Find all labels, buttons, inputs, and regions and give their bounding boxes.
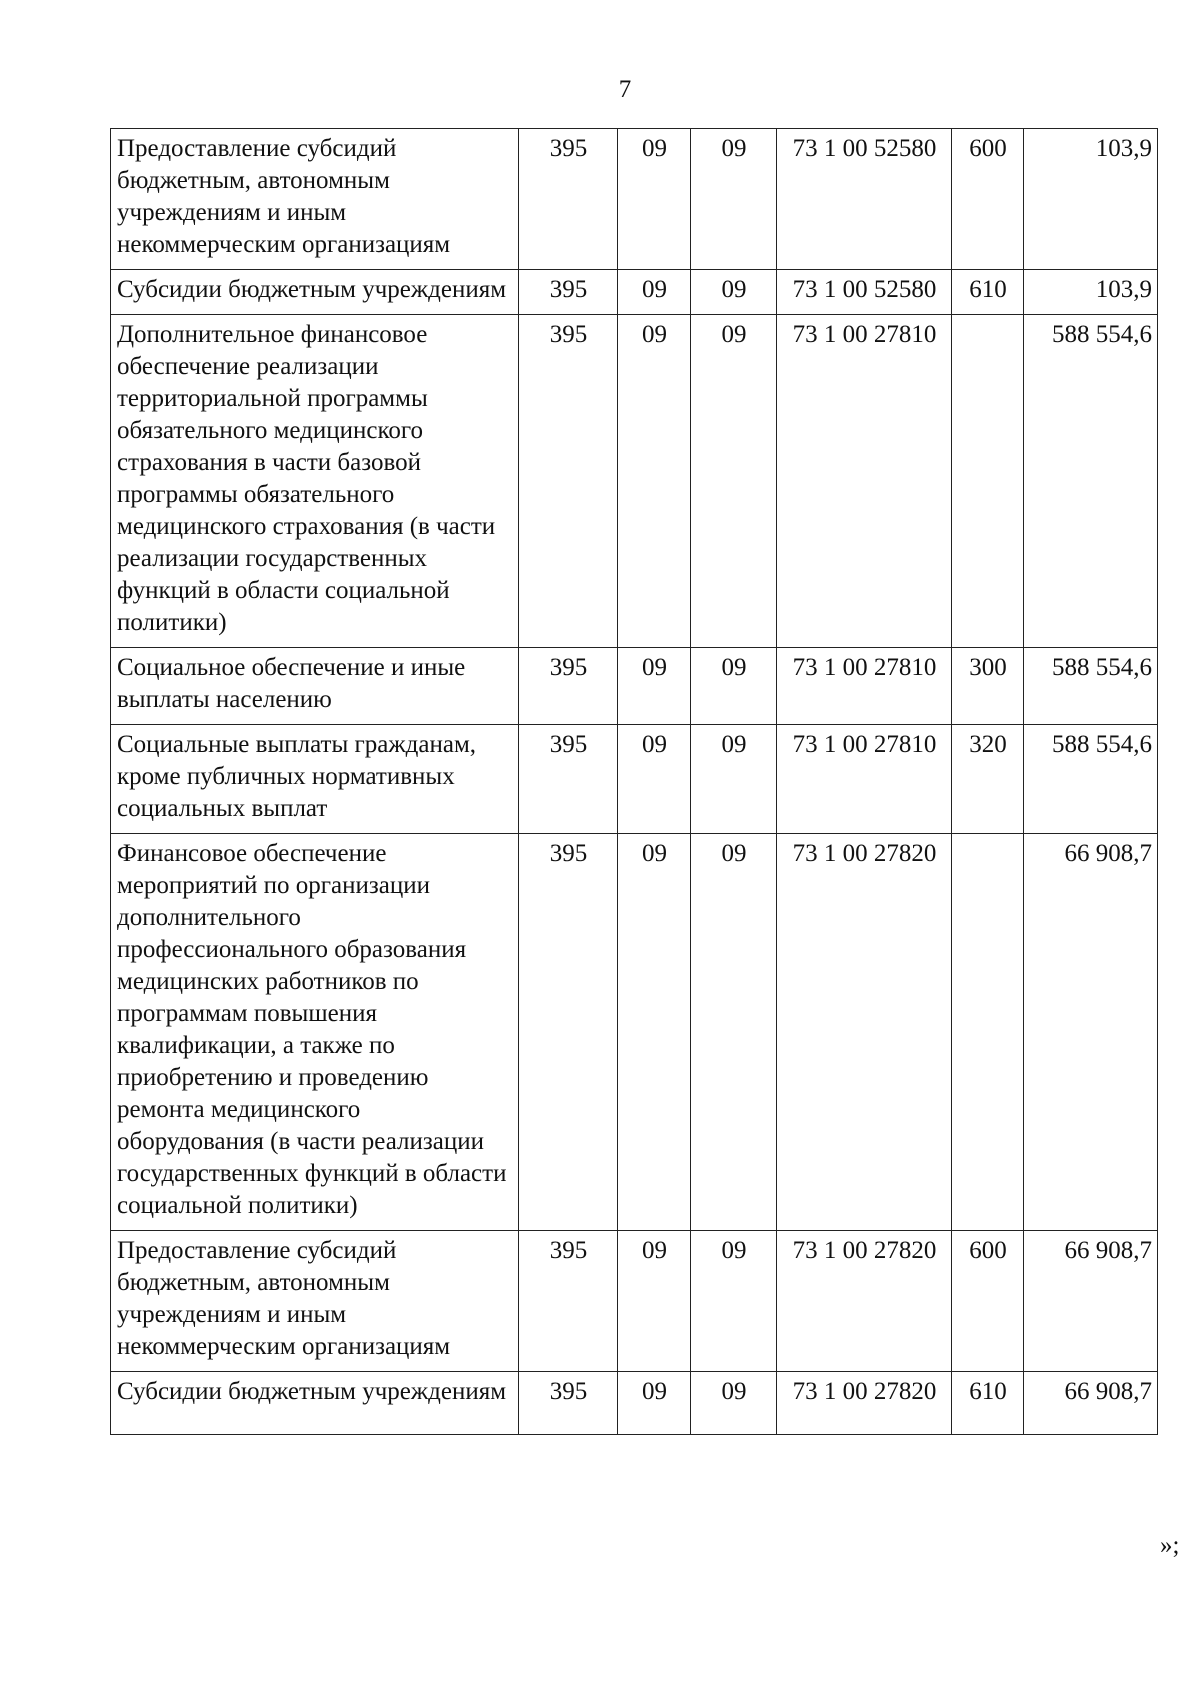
expense-type: 600 — [952, 1231, 1024, 1372]
amount: 103,9 — [1024, 129, 1158, 270]
subsection-code: 09 — [691, 648, 777, 725]
target-article: 73 1 00 27810 — [777, 725, 952, 834]
table-row — [111, 1231, 1158, 1372]
subsection-code: 09 — [691, 1231, 777, 1372]
page-number: 7 — [618, 76, 632, 103]
ministry-code: 395 — [519, 315, 618, 648]
section-code: 09 — [618, 1231, 691, 1372]
subsection-code: 09 — [691, 129, 777, 270]
amount: 588 554,6 — [1024, 725, 1158, 834]
row-name: Финансовое обеспечение мероприятий по организации дополнительного профессионального образования медицинских работников по программам повышения квалификации, а также по приобретению и проведению ремонта медицинского оборудования (в части реализации государственных функций в области социальной политики) — [111, 834, 519, 1231]
section-code: 09 — [618, 270, 691, 315]
target-article: 73 1 00 52580 — [777, 129, 952, 270]
budget-table — [110, 128, 1158, 1435]
row-name: Предоставление субсидий бюджетным, автономным учреждениям и иным некоммерческим организациям — [111, 1231, 519, 1372]
subsection-code: 09 — [691, 315, 777, 648]
table-row — [111, 129, 1158, 270]
target-article: 73 1 00 27810 — [777, 648, 952, 725]
ministry-code: 395 — [519, 129, 618, 270]
amount: 103,9 — [1024, 270, 1158, 315]
ministry-code: 395 — [519, 834, 618, 1231]
row-name: Субсидии бюджетным учреждениям — [111, 1372, 519, 1435]
amount: 66 908,7 — [1024, 1231, 1158, 1372]
row-name: Предоставление субсидий бюджетным, автономным учреждениям и иным некоммерческим организациям — [111, 129, 519, 270]
row-name: Дополнительное финансовое обеспечение реализации территориальной программы обязательного медицинского страхования в части базовой программы обязательного медицинского страхования (в части реализации государственных функций в области социальной политики) — [111, 315, 519, 648]
expense-type — [952, 315, 1024, 648]
expense-type — [952, 834, 1024, 1231]
target-article: 73 1 00 27820 — [777, 1372, 952, 1435]
target-article: 73 1 00 27820 — [777, 834, 952, 1231]
table-row — [111, 648, 1158, 725]
section-code: 09 — [618, 834, 691, 1231]
closing-quote-mark: »; — [1160, 1532, 1180, 1559]
amount: 588 554,6 — [1024, 315, 1158, 648]
expense-type: 300 — [952, 648, 1024, 725]
target-article: 73 1 00 27810 — [777, 315, 952, 648]
target-article: 73 1 00 27820 — [777, 1231, 952, 1372]
amount: 66 908,7 — [1024, 834, 1158, 1231]
expense-type: 320 — [952, 725, 1024, 834]
section-code: 09 — [618, 725, 691, 834]
expense-type: 610 — [952, 270, 1024, 315]
ministry-code: 395 — [519, 725, 618, 834]
ministry-code: 395 — [519, 1231, 618, 1372]
expense-type: 610 — [952, 1372, 1024, 1435]
table-row — [111, 1372, 1158, 1435]
table-row — [111, 315, 1158, 648]
section-code: 09 — [618, 129, 691, 270]
row-name: Субсидии бюджетным учреждениям — [111, 270, 519, 315]
target-article: 73 1 00 52580 — [777, 270, 952, 315]
table-row — [111, 725, 1158, 834]
subsection-code: 09 — [691, 834, 777, 1231]
table-row — [111, 270, 1158, 315]
ministry-code: 395 — [519, 648, 618, 725]
section-code: 09 — [618, 315, 691, 648]
table-row — [111, 834, 1158, 1231]
row-name: Социальное обеспечение и иные выплаты населению — [111, 648, 519, 725]
section-code: 09 — [618, 1372, 691, 1435]
amount: 588 554,6 — [1024, 648, 1158, 725]
subsection-code: 09 — [691, 1372, 777, 1435]
amount: 66 908,7 — [1024, 1372, 1158, 1435]
subsection-code: 09 — [691, 725, 777, 834]
expense-type: 600 — [952, 129, 1024, 270]
section-code: 09 — [618, 648, 691, 725]
ministry-code: 395 — [519, 270, 618, 315]
ministry-code: 395 — [519, 1372, 618, 1435]
subsection-code: 09 — [691, 270, 777, 315]
row-name: Социальные выплаты гражданам, кроме публичных нормативных социальных выплат — [111, 725, 519, 834]
